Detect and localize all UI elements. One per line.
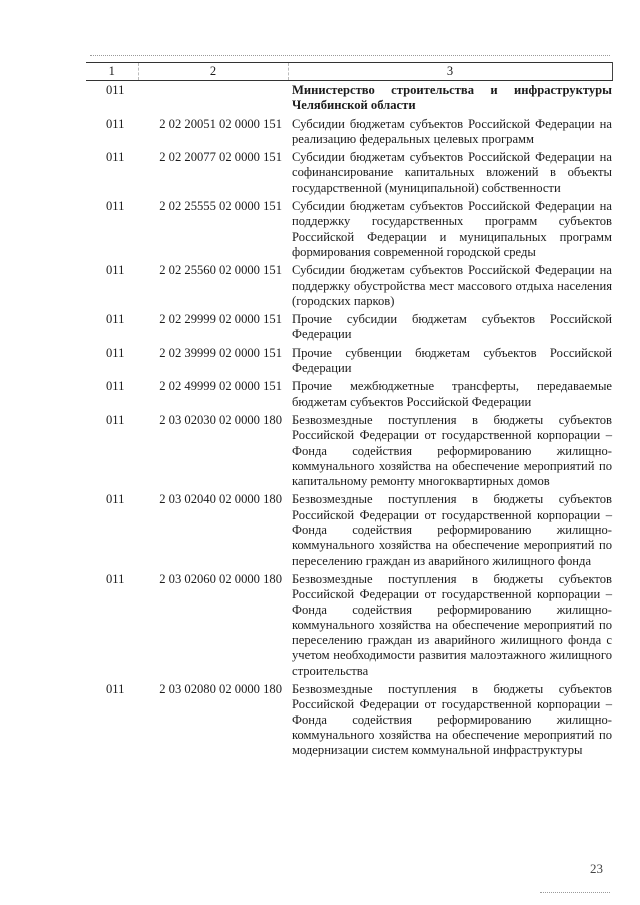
table-row [86, 81, 612, 115]
table-row [86, 197, 612, 261]
admin-code-cell: 011 [106, 116, 125, 131]
admin-code-cell: 011 [106, 312, 125, 327]
income-name-cell: Прочие субсидии бюджетам субъектов Российской Федерации [292, 312, 612, 342]
table-row [86, 570, 612, 680]
admin-code-cell: 011 [106, 345, 125, 360]
table-row [86, 261, 612, 310]
income-name-cell: Прочие межбюджетные трансферты, передаваемые бюджетам субъектов Российской Федерации [292, 379, 612, 409]
income-name-cell: Безвозмездные поступления в бюджеты субъектов Российской Федерации от государственной корпорации – Фонда содействия реформированию жилищно-коммунального хозяйства на обеспечение мероприятий по переселению граждан из аварийного жилищного фонда с учетом необходимости развития малоэтажного жилищного строительства [292, 571, 612, 678]
income-code-cell: 2 02 25560 02 0000 151 [159, 263, 282, 278]
income-code-cell: 2 02 20077 02 0000 151 [159, 150, 282, 165]
income-code-cell: 2 03 02080 02 0000 180 [159, 681, 282, 696]
table-row [86, 680, 612, 759]
table-body [86, 81, 612, 760]
table-row [86, 148, 612, 197]
income-code-cell: 2 03 02060 02 0000 180 [159, 571, 282, 586]
admin-code-cell: 011 [106, 83, 125, 97]
income-code-cell: 2 03 02030 02 0000 180 [159, 412, 282, 427]
revenue-codes-table [86, 62, 613, 759]
table-row [86, 344, 612, 378]
income-code-cell: 2 03 02040 02 0000 180 [159, 492, 282, 507]
income-code-cell: 2 02 29999 02 0000 151 [159, 312, 282, 327]
admin-code-cell: 011 [106, 571, 125, 586]
table-row [86, 411, 612, 490]
admin-code-cell: 011 [106, 150, 125, 165]
income-name-cell: Субсидии бюджетам субъектов Российской Федерации на софинансирование капитальных вложений в объекты государственной (муниципальной) собственности [292, 150, 612, 195]
income-name-cell: Субсидии бюджетам субъектов Российской Федерации на поддержку государственных программ субъектов Российской Федерации и муниципальных программ формирования современной городской среды [292, 199, 612, 259]
income-name-cell: Безвозмездные поступления в бюджеты субъектов Российской Федерации от государственной корпорации – Фонда содействия реформированию жилищно-коммунального хозяйства на обеспечение мероприятий по переселению граждан из аварийного жилищного фонда [292, 492, 612, 568]
admin-code-cell: 011 [106, 492, 125, 507]
income-name-cell: Субсидии бюджетам субъектов Российской Федерации на поддержку обустройства мест массового отдыха населения (городских парков) [292, 263, 612, 308]
income-name-cell: Прочие субвенции бюджетам субъектов Российской Федерации [292, 345, 612, 376]
income-name-cell: Безвозмездные поступления в бюджеты субъектов Российской Федерации от государственной корпорации – Фонда содействия реформированию жилищно-коммунального хозяйства на обеспечение мероприятий по модернизации систем коммунальной инфраструктуры [292, 681, 612, 758]
admin-code-cell: 011 [106, 199, 125, 214]
table-row [86, 490, 612, 569]
admin-code-cell: 011 [106, 681, 125, 696]
table-row [86, 377, 612, 411]
income-code-cell: 2 02 25555 02 0000 151 [159, 199, 282, 214]
income-name-cell: Министерство строительства и инфраструктуры Челябинской области [292, 83, 612, 113]
income-name-cell: Безвозмездные поступления в бюджеты субъектов Российской Федерации от государственной корпорации – Фонда содействия реформированию жилищно-коммунального хозяйства на обеспечение мероприятий по капитальному ремонту многоквартирных домов [292, 412, 612, 489]
income-name-cell: Субсидии бюджетам субъектов Российской Федерации на реализацию федеральных целевых программ [292, 116, 612, 146]
header-col-2: 2 [138, 63, 288, 81]
income-code-cell: 2 02 49999 02 0000 151 [159, 379, 282, 394]
header-col-3: 3 [288, 63, 612, 81]
admin-code-cell: 011 [106, 412, 125, 427]
page-number: 23 [590, 861, 603, 876]
income-code-cell [138, 81, 288, 115]
admin-code-cell: 011 [106, 263, 125, 278]
income-code-cell: 2 02 20051 02 0000 151 [159, 116, 282, 131]
admin-code-cell: 011 [106, 379, 125, 394]
table-row [86, 310, 612, 344]
bottom-rule [540, 892, 610, 893]
table-row [86, 115, 612, 149]
header-col-1: 1 [86, 63, 138, 81]
table-header [86, 63, 612, 81]
top-rule [90, 55, 610, 56]
income-code-cell: 2 02 39999 02 0000 151 [159, 345, 282, 360]
